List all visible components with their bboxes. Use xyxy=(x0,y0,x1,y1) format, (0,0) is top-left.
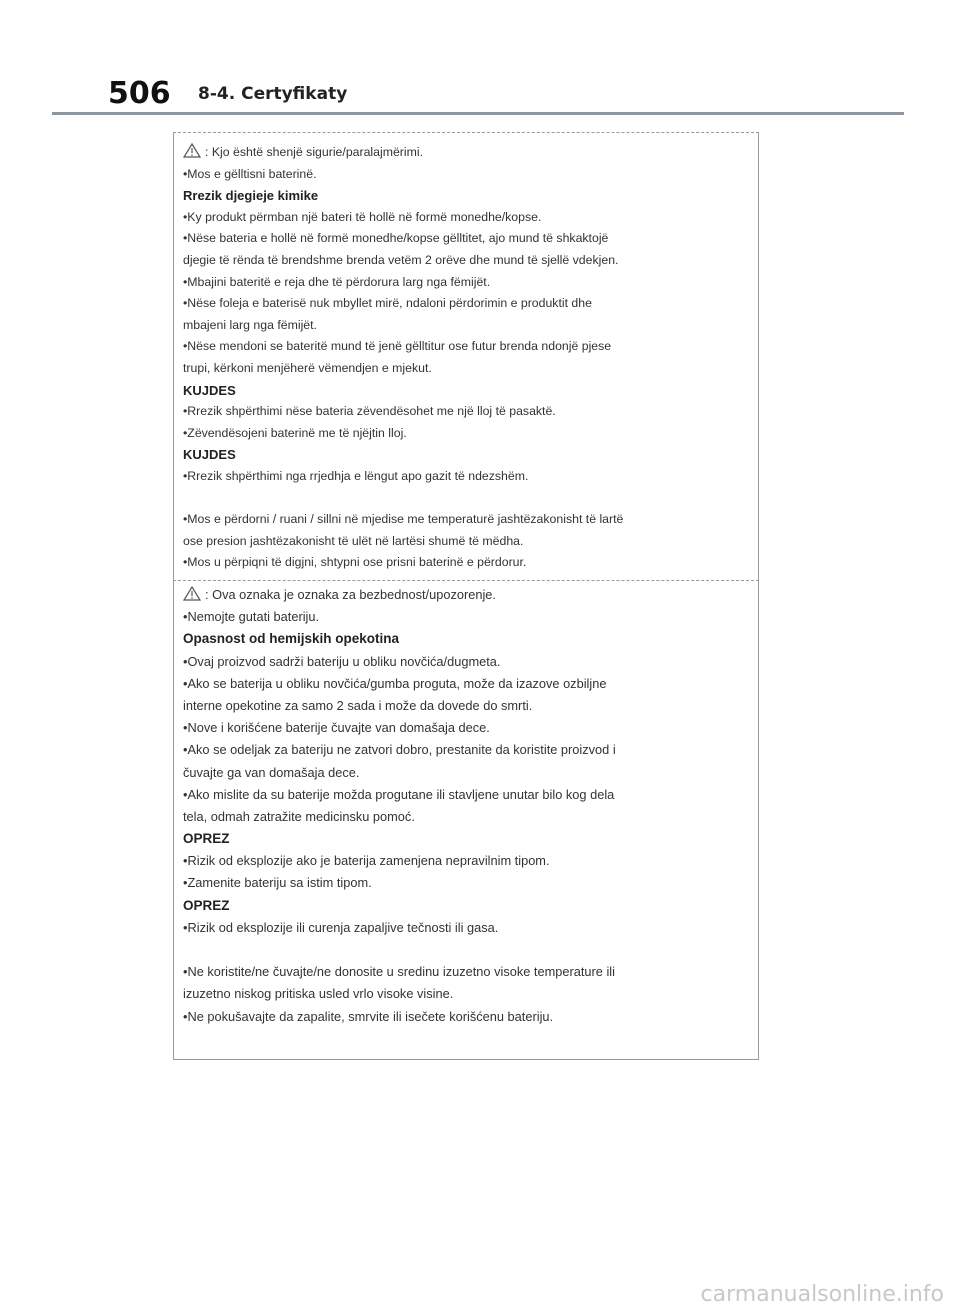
watermark: carmanualsonline.info xyxy=(700,1282,944,1307)
section-title: 8-4. Certyfikaty xyxy=(198,84,348,104)
serbian-section xyxy=(183,584,743,1028)
text-line: izuzetno niskog pritiska usled vrlo visoke visine. xyxy=(183,986,454,1002)
warning-symbol-line xyxy=(183,584,743,606)
text-line: mbajeni larg nga fëmijët. xyxy=(183,317,317,332)
text-line: •Mos e gëlltisni baterinë. xyxy=(183,166,317,181)
warning-triangle-icon xyxy=(183,143,201,158)
text-line: •Rizik od eksplozije ili curenja zapaljive tečnosti ili gasa. xyxy=(183,919,499,935)
text-line: •Nove i korišćene baterije čuvajte van domašaja dece. xyxy=(183,720,490,736)
page-header xyxy=(0,0,960,120)
text-line: •Nemojte gutati bateriju. xyxy=(183,609,320,625)
text-line: •Zamenite bateriju sa istim tipom. xyxy=(183,875,372,891)
text-line: •Rrezik shpërthimi nga rrjedhja e lëngut apo gazit të ndezshëm. xyxy=(183,468,529,483)
section-heading: OPREZ xyxy=(183,831,230,847)
text-line: •Mos e përdorni / ruani / sillni në mjedise me temperaturë jashtëzakonisht të lartë xyxy=(183,512,624,527)
text-line: •Rizik od eksplozije ako je baterija zamenjena nepravilnim tipom. xyxy=(183,853,550,869)
text-line: •Nëse mendoni se bateritë mund të jenë gëlltitur ose futur brenda ndonjë pjese xyxy=(183,339,612,354)
section-heading: Rrezik djegieje kimike xyxy=(183,188,319,204)
text-line: djegie të rënda të brendshme brenda vetëm 2 orëve dhe mund të sjellë vdekjen. xyxy=(183,252,619,267)
text-line: •Ne pokušavajte da zapalite, smrvite ili isečete korišćenu bateriju. xyxy=(183,1008,554,1024)
header-rule xyxy=(52,112,904,115)
text-line: •Mbajini bateritë e reja dhe të përdorura larg nga fëmijët. xyxy=(183,274,491,289)
serbian-lines xyxy=(183,606,743,1028)
section-heading: KUJDES xyxy=(183,382,236,398)
text-line: čuvajte ga van domašaja dece. xyxy=(183,764,360,780)
warning-symbol-text: : Ova oznaka je oznaka za bezbednost/upozorenje. xyxy=(205,587,496,602)
text-line: •Nëse foleja e baterisë nuk mbyllet mirë, ndaloni përdorimin e produktit dhe xyxy=(183,296,592,311)
text-line: •Mos u përpiqni të digjni, shtypni ose prisni baterinë e përdorur. xyxy=(183,555,527,570)
text-line: ose presion jashtëzakonisht të ulët në lartësi shumë të mëdha. xyxy=(183,533,524,548)
text-line: •Nëse bateria e hollë në formë monedhe/kopse gëlltitet, ajo mund të shkaktojë xyxy=(183,231,609,246)
text-line: •Ne koristite/ne čuvajte/ne donosite u sredinu izuzetno visoke temperature ili xyxy=(183,964,615,980)
text-line: •Ako mislite da su baterije možda progutane ili stavljene unutar bilo kog dela xyxy=(183,786,615,802)
text-line: •Ako se baterija u obliku novčića/gumba proguta, može da izazove ozbiljne xyxy=(183,675,607,691)
section-heading: KUJDES xyxy=(183,447,236,463)
text-line: •Ako se odeljak za bateriju ne zatvori dobro, prestanite da koristite proizvod i xyxy=(183,742,616,758)
section-divider xyxy=(173,580,759,581)
text-line: •Ky produkt përmban një bateri të hollë në formë monedhe/kopse. xyxy=(183,209,542,224)
warning-symbol-line xyxy=(183,142,743,164)
text-line: •Zëvendësojeni baterinë me të njëjtin lloj. xyxy=(183,425,407,440)
text-line: •Ovaj proizvod sadrži bateriju u obliku novčića/dugmeta. xyxy=(183,653,501,669)
text-line: interne opekotine za samo 2 sada i može da dovede do smrti. xyxy=(183,697,533,713)
albanian-section xyxy=(183,142,743,574)
text-line: •Rrezik shpërthimi nëse bateria zëvendësohet me një lloj të pasaktë. xyxy=(183,404,556,419)
blank-line xyxy=(183,488,743,510)
text-line: tela, odmah zatražite medicinsku pomoć. xyxy=(183,808,415,824)
section-heading: Opasnost od hemijskih opekotina xyxy=(183,631,400,647)
blank-line xyxy=(183,939,743,961)
section-heading: OPREZ xyxy=(183,897,230,913)
albanian-lines xyxy=(183,164,743,574)
page-number: 506 xyxy=(108,76,171,111)
text-line: trupi, kërkoni menjëherë vëmendjen e mjekut. xyxy=(183,360,432,375)
warning-triangle-icon xyxy=(183,586,201,601)
warning-symbol-text: : Kjo është shenjë sigurie/paralajmërimi. xyxy=(205,145,424,159)
